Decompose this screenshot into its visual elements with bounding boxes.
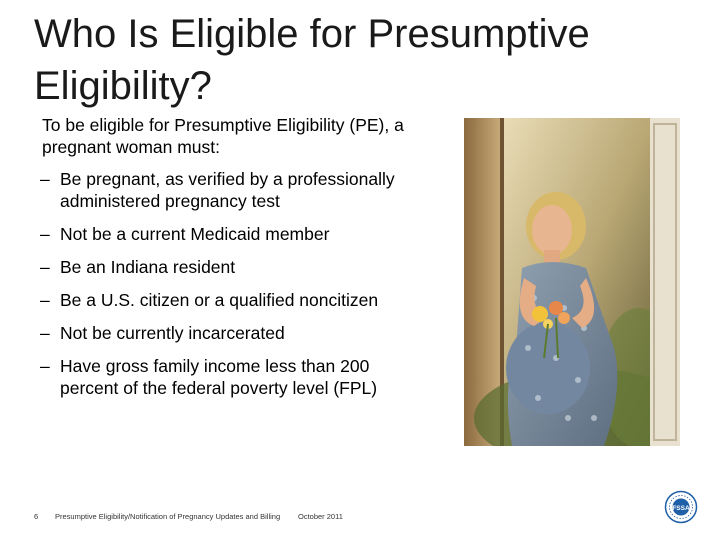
list-item-text: Not be a current Medicaid member	[60, 224, 330, 244]
list-item-text: Be an Indiana resident	[60, 257, 236, 277]
dash-marker: –	[40, 257, 50, 277]
list-item	[40, 355, 420, 399]
list-item-text: Have gross family income less than 200 percent of the federal poverty level (FPL)	[60, 356, 378, 398]
list-item	[40, 322, 420, 344]
list-item-text: Not be currently incarcerated	[60, 323, 285, 343]
dash-marker: –	[40, 169, 50, 189]
page-number: 6	[34, 512, 39, 521]
dash-marker: –	[40, 356, 50, 376]
pregnant-woman-photo	[464, 118, 680, 446]
list-item	[40, 256, 420, 278]
footer-title: Presumptive Eligibility/Notification of Pregnancy Updates and Billing	[55, 512, 281, 521]
dash-marker: –	[40, 290, 50, 310]
intro-text: To be eligible for Presumptive Eligibility (PE), a pregnant woman must:	[42, 115, 404, 157]
dash-marker: –	[40, 224, 50, 244]
list-item-text: Be pregnant, as verified by a professionally administered pregnancy test	[60, 169, 395, 211]
dash-marker: –	[40, 323, 50, 343]
eligibility-list	[40, 168, 420, 410]
list-item	[40, 289, 420, 311]
list-item	[40, 223, 420, 245]
footer-date: October 2011	[298, 512, 343, 521]
fssa-seal-logo	[664, 490, 698, 524]
svg-text:FSSA: FSSA	[672, 505, 690, 512]
list-item	[40, 168, 420, 212]
slide-title: Who Is Eligible for Presumptive Eligibility?	[34, 12, 590, 108]
list-item-text: Be a U.S. citizen or a qualified noncitizen	[60, 290, 379, 310]
